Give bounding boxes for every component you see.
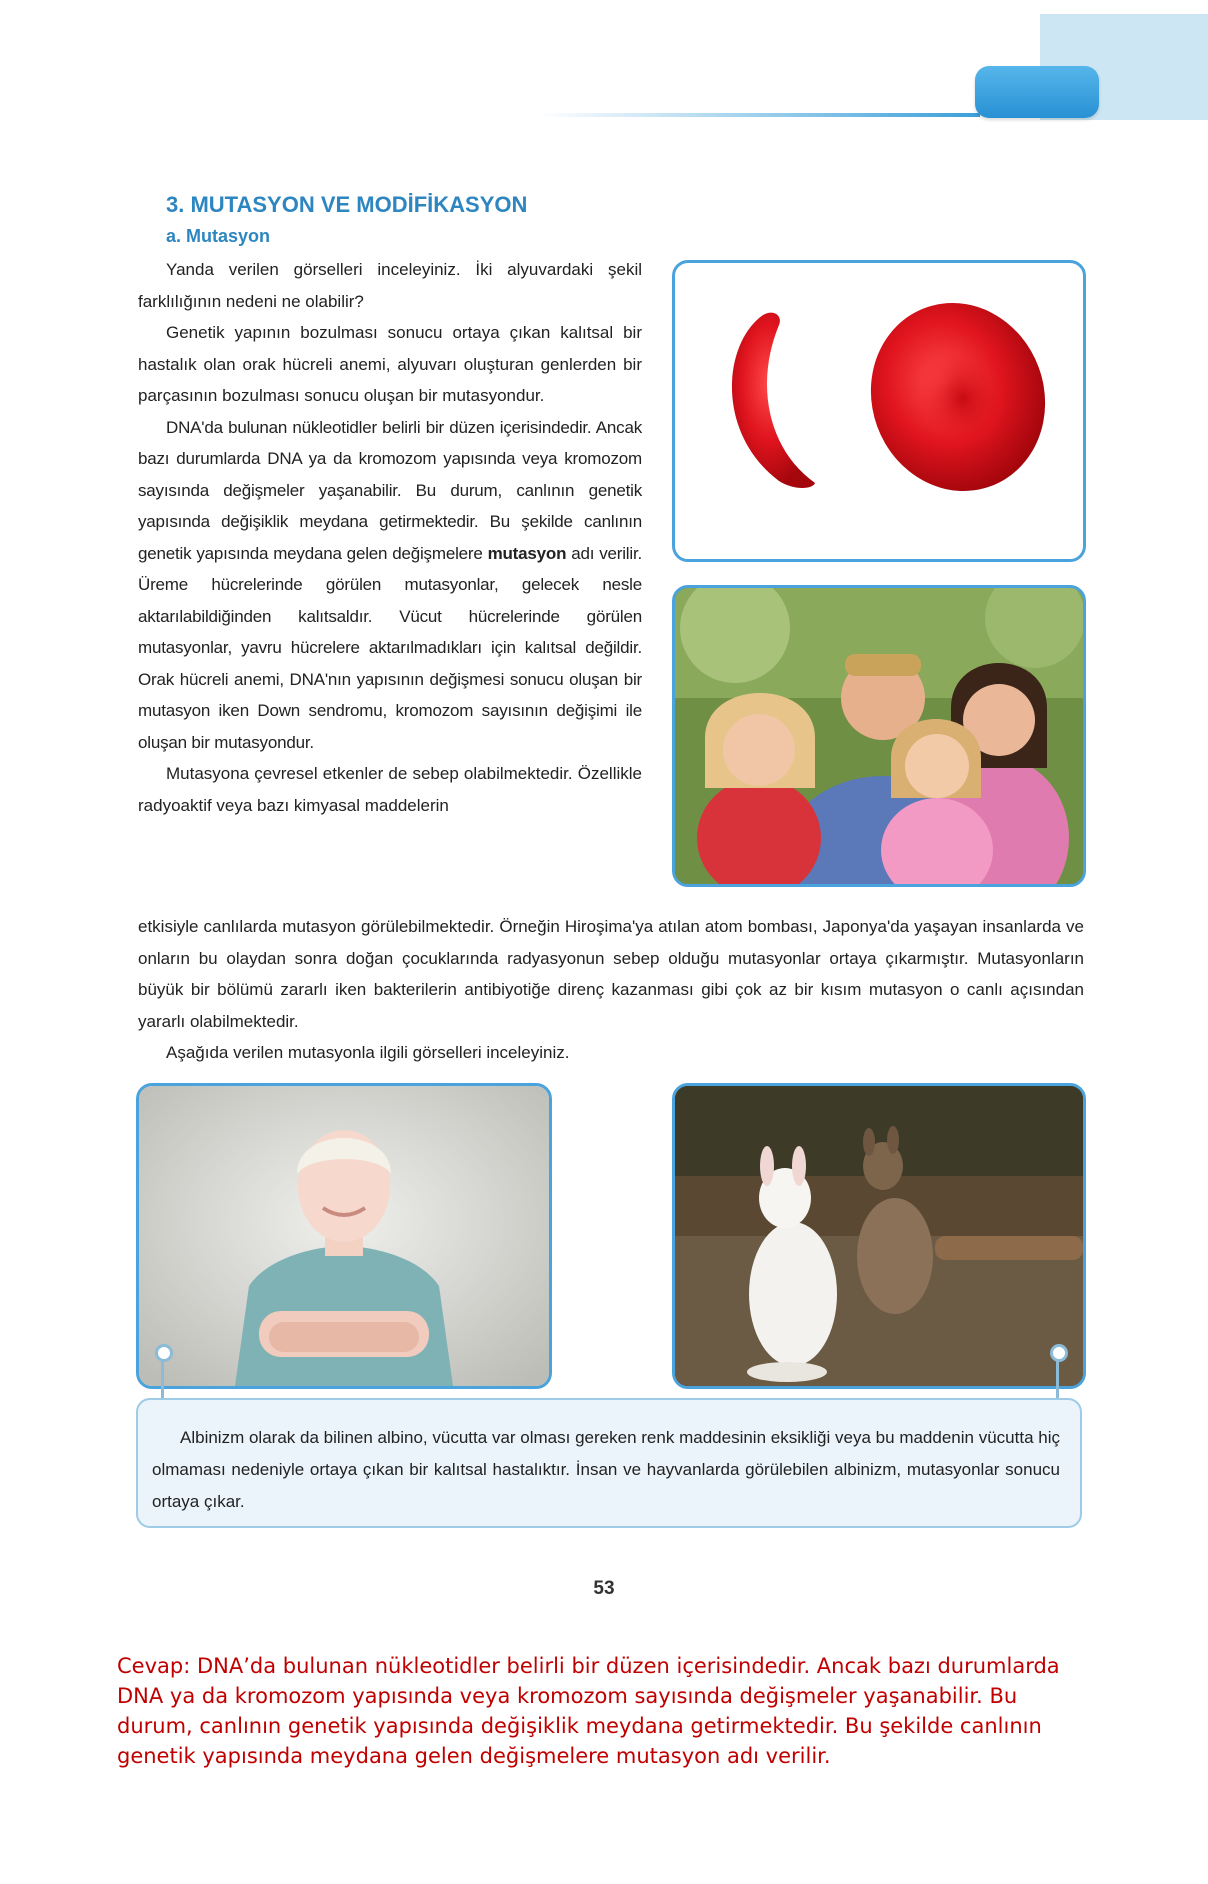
paragraph-4-start: Mutasyona çevresel etkenler de sebep olabilmektedir. Özellikle radyoaktif veya bazı kimyasal maddelerin	[138, 764, 642, 815]
red-blood-cells-illustration	[675, 263, 1083, 559]
page-number: 53	[593, 1578, 615, 1599]
family-illustration	[675, 588, 1083, 884]
family-photo	[672, 585, 1086, 887]
caption-pin-right	[1050, 1344, 1068, 1362]
keyword-mutasyon: mutasyon	[487, 543, 567, 563]
albino-wallaby-photo	[672, 1083, 1086, 1389]
albino-man-photo	[136, 1083, 552, 1389]
paragraph-3-rest: adı verilir. Üreme hücrelerinde görülen mutasyonlar, gelecek nesle aktarılabildiğinden kalıtsaldır. Vücut hücrelerinde görülen mutasyonlar, yavru hücrelere aktarılmadıkları için kalıtsal değildir. Orak hücreli anemi, DNA'nın yapısının değişmesi sonucu oluşan bir mutasyon iken Down sendromu, kromozom sayısının değişimi ile oluşan bir mutasyondur.	[138, 543, 642, 752]
header-line	[540, 113, 980, 117]
header-badge	[975, 66, 1099, 118]
paragraph-5: Aşağıda verilen mutasyonla ilgili görselleri inceleyiniz.	[166, 1043, 570, 1062]
paragraph-3-text: DNA'da bulunan nükleotidler belirli bir düzen içerisindedir. Ancak bazı durumlarda DNA ya da kromozom yapısında veya kromozom sayısında değişmeler yaşanabilir. Bu durum, canlının genetik yapısında değişiklik meydana getirmektedir. Bu şekilde canlının genetik yapısında meydana gelen değişmelere	[138, 417, 642, 563]
section-subtitle: a. Mutasyon	[166, 226, 271, 246]
section-title: 3. MUTASYON VE MODİFİKASYON	[166, 192, 528, 217]
paragraph-4-rest: etkisiyle canlılarda mutasyon görülebilmektedir. Örneğin Hiroşima'ya atılan atom bombası, Japonya'da yaşayan insanlarda ve onların bu olaydan sonra doğan çocuklarında radyasyonun sebep olduğu mutasyonlar ortaya çıkarmıştır. Mutasyonların büyük bir bölümü zararlı iken bakterilerin antibiyotiğe direnç kazanması gibi çok az bir kısım mutasyon o canlı açısından yararlı olabilmektedir.	[138, 917, 1084, 1031]
paragraph-1: Yanda verilen görselleri inceleyiniz. İki alyuvardaki şekil farklılığının nedeni ne olabilir?	[138, 260, 642, 311]
sickle-cell	[732, 313, 815, 488]
left-column-text	[138, 254, 642, 821]
red-blood-cells-image	[672, 260, 1086, 562]
albino-wallaby-illustration	[675, 1086, 1083, 1386]
paragraph-3	[138, 412, 642, 759]
albinism-caption-box	[136, 1398, 1082, 1528]
paragraph-2: Genetik yapının bozulması sonucu ortaya çıkan kalıtsal bir hastalık olan orak hücreli anemi, alyuvarı oluşturan genlerden bir parçasının bozulması sonucu oluşan bir mutasyondur.	[138, 323, 642, 405]
answer-text: Cevap: DNA’da bulunan nükleotidler belirli bir düzen içerisindedir. Ancak bazı durumlarda DNA ya da kromozom yapısında veya kromozom sayısında değişmeler yaşanabilir. Bu durum, canlının genetik yapısında değişiklik meydana getirmektedir. Bu şekilde canlının genetik yapısında meydana gelen değişmelere mutasyon adı verilir.	[117, 1654, 1060, 1768]
albino-man-illustration	[139, 1086, 549, 1386]
caption-pin-left	[155, 1344, 173, 1362]
albinism-caption: Albinizm olarak da bilinen albino, vücutta var olması gereken renk maddesinin eksikliği veya bu maddenin vücutta hiç olmaması nedeniyle ortaya çıkan bir kalıtsal hastalıktır. İnsan ve hayvanlarda görülebilen albinizm, mutasyonlar sonucu ortaya çıkar.	[152, 1428, 1060, 1511]
